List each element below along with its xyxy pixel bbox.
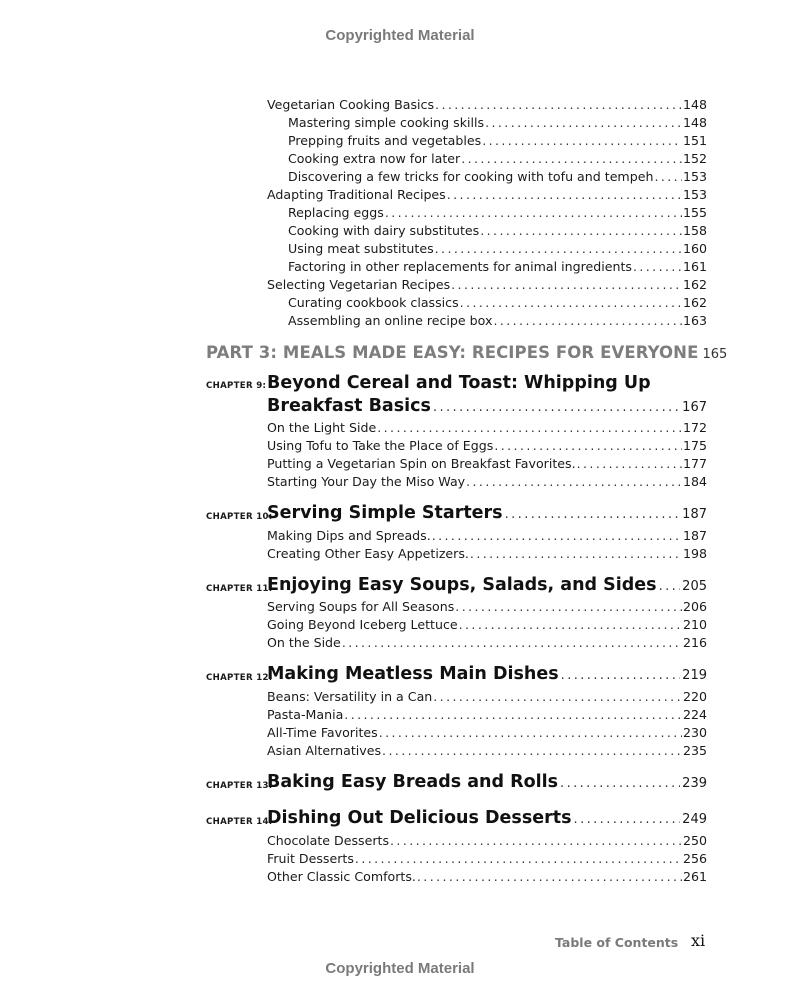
part-title: PART 3: MEALS MADE EASY: RECIPES FOR EVERYONE <box>206 343 699 362</box>
toc-entry[interactable] <box>267 186 707 204</box>
chapter-title-text: Baking Easy Breads and Rolls <box>267 772 559 792</box>
dot-leader <box>460 294 682 312</box>
dot-leader <box>385 204 682 222</box>
toc-entry[interactable] <box>267 634 707 652</box>
entry-page: 155 <box>682 205 707 220</box>
chapter-title-text: Breakfast Basics <box>267 396 431 416</box>
toc-entry[interactable] <box>288 240 707 258</box>
entry-page: 198 <box>682 546 707 561</box>
toc-entry[interactable] <box>267 598 707 616</box>
entry-page: 256 <box>682 851 707 866</box>
dot-leader <box>379 724 682 742</box>
entry-page: 250 <box>682 833 707 848</box>
dot-leader <box>485 114 682 132</box>
dot-leader <box>560 776 680 791</box>
entry-label: Factoring in other replacements for animal ingredients <box>288 259 632 274</box>
dot-leader <box>435 96 682 114</box>
entry-label: Selecting Vegetarian Recipes <box>267 277 451 292</box>
chapter-page: 249 <box>682 812 707 827</box>
dot-leader <box>574 812 681 827</box>
entry-page: 162 <box>682 277 707 292</box>
entry-page: 163 <box>682 313 707 328</box>
page-number: xi <box>691 931 706 950</box>
dot-leader <box>505 507 681 522</box>
dot-leader <box>435 240 682 258</box>
dot-leader <box>455 598 682 616</box>
dot-leader <box>433 688 682 706</box>
chapter-title[interactable] <box>267 503 707 523</box>
entry-label: Cooking extra now for later <box>288 151 461 166</box>
entry-page: 184 <box>682 474 707 489</box>
entry-label: Fruit Desserts <box>267 851 354 866</box>
toc-entry[interactable] <box>267 276 707 294</box>
dot-leader <box>494 437 682 455</box>
chapter-title-line1[interactable]: Beyond Cereal and Toast: Whipping Up <box>267 373 651 393</box>
dot-leader <box>561 668 681 683</box>
dot-leader <box>577 455 682 473</box>
entry-page: 148 <box>682 97 707 112</box>
toc-entry[interactable] <box>267 706 707 724</box>
dot-leader <box>480 222 682 240</box>
entry-page: 206 <box>682 599 707 614</box>
chapter-page: 167 <box>682 400 707 415</box>
toc-entry[interactable] <box>267 688 707 706</box>
chapter-title[interactable] <box>267 575 707 595</box>
entry-page: 161 <box>682 259 707 274</box>
entry-label: Discovering a few tricks for cooking with tofu and tempeh <box>288 169 654 184</box>
entry-label: Mastering simple cooking skills <box>288 115 485 130</box>
entry-page: 162 <box>682 295 707 310</box>
toc-entry[interactable] <box>267 455 707 473</box>
dot-leader <box>342 634 682 652</box>
entry-label: Adapting Traditional Recipes <box>267 187 446 202</box>
chapter-page: 187 <box>682 507 707 522</box>
dot-leader <box>447 186 682 204</box>
dot-leader <box>377 419 682 437</box>
toc-entry[interactable] <box>267 832 707 850</box>
toc-entry[interactable] <box>288 312 707 330</box>
chapter-title-text: Enjoying Easy Soups, Salads, and Sides <box>267 575 657 595</box>
dot-leader <box>382 742 682 760</box>
entry-page: 177 <box>682 456 707 471</box>
entry-page: 216 <box>682 635 707 650</box>
chapter-title[interactable] <box>267 664 707 684</box>
dot-leader <box>451 276 682 294</box>
toc-entry[interactable] <box>267 419 707 437</box>
dot-leader <box>659 579 681 594</box>
entry-label: Starting Your Day the Miso Way <box>267 474 466 489</box>
chapter-title-text: Making Meatless Main Dishes <box>267 664 559 684</box>
entry-page: 153 <box>682 169 707 184</box>
entry-label: Using Tofu to Take the Place of Eggs <box>267 438 494 453</box>
chapter-title-text: Serving Simple Starters <box>267 503 503 523</box>
toc-entry[interactable] <box>288 258 707 276</box>
toc-entry[interactable] <box>267 850 707 868</box>
toc-entry[interactable] <box>267 96 707 114</box>
chapter-title[interactable] <box>267 772 707 792</box>
toc-entry[interactable] <box>267 616 707 634</box>
chapter-tag: CHAPTER 9: <box>206 381 267 391</box>
toc-entry[interactable] <box>288 132 707 150</box>
entry-label: Beans: Versatility in a Can <box>267 689 433 704</box>
toc-entry[interactable] <box>267 545 707 563</box>
entry-label: Vegetarian Cooking Basics <box>267 97 435 112</box>
entry-label: Prepping fruits and vegetables <box>288 133 482 148</box>
entry-page: 172 <box>682 420 707 435</box>
entry-page: 160 <box>682 241 707 256</box>
toc-entry[interactable] <box>267 437 707 455</box>
part-heading[interactable] <box>206 343 728 362</box>
toc-entry[interactable] <box>288 168 707 186</box>
entry-page: 210 <box>682 617 707 632</box>
entry-label: On the Light Side <box>267 420 377 435</box>
entry-label: Making Dips and Spreads. <box>267 528 431 543</box>
toc-entry[interactable] <box>267 868 707 886</box>
entry-page: 148 <box>682 115 707 130</box>
dot-leader <box>355 850 682 868</box>
entry-label: Going Beyond Iceberg Lettuce <box>267 617 458 632</box>
chapter-title[interactable] <box>267 808 707 828</box>
entry-label: Using meat substitutes <box>288 241 434 256</box>
entry-label: Curating cookbook classics <box>288 295 459 310</box>
entry-label: Serving Soups for All Seasons <box>267 599 455 614</box>
dot-leader <box>470 545 682 563</box>
entry-label: Asian Alternatives <box>267 743 382 758</box>
part-page: 165 <box>702 347 728 362</box>
chapter-tag: CHAPTER 11: <box>206 584 273 594</box>
toc-entry[interactable] <box>267 473 707 491</box>
toc-entry[interactable] <box>267 742 707 760</box>
chapter-tag: CHAPTER 12: <box>206 673 273 683</box>
running-footer-label: Table of Contents <box>555 935 679 950</box>
watermark-bottom: Copyrighted Material <box>325 960 475 977</box>
toc-entry[interactable] <box>288 150 707 168</box>
chapter-tag: CHAPTER 13: <box>206 781 273 791</box>
entry-label: Cooking with dairy substitutes <box>288 223 480 238</box>
dot-leader <box>493 312 682 330</box>
chapter-page: 205 <box>682 579 707 594</box>
dot-leader <box>390 832 682 850</box>
entry-page: 158 <box>682 223 707 238</box>
entry-page: 151 <box>682 133 707 148</box>
entry-label: Replacing eggs <box>288 205 384 220</box>
entry-page: 175 <box>682 438 707 453</box>
dot-leader <box>466 473 682 491</box>
dot-leader <box>433 400 680 415</box>
entry-page: 220 <box>682 689 707 704</box>
dot-leader <box>344 706 682 724</box>
chapter-page: 219 <box>682 668 707 683</box>
entry-label: Creating Other Easy Appetizers. <box>267 546 469 561</box>
entry-label: On the Side <box>267 635 341 650</box>
watermark-top: Copyrighted Material <box>325 27 475 44</box>
dot-leader <box>432 527 682 545</box>
entry-label: All-Time Favorites <box>267 725 378 740</box>
dot-leader <box>633 258 682 276</box>
dot-leader <box>461 150 682 168</box>
toc-entry[interactable] <box>288 294 707 312</box>
toc-entry[interactable] <box>267 527 707 545</box>
toc-entry[interactable] <box>267 724 707 742</box>
toc-entry[interactable] <box>288 114 707 132</box>
entry-page: 261 <box>682 869 707 884</box>
entry-label: Other Classic Comforts. <box>267 869 416 884</box>
dot-leader <box>482 132 682 150</box>
dot-leader <box>459 616 682 634</box>
chapter-title-text: Dishing Out Delicious Desserts <box>267 808 572 828</box>
entry-page: 235 <box>682 743 707 758</box>
entry-page: 230 <box>682 725 707 740</box>
chapter-page: 239 <box>682 776 707 791</box>
chapter-title[interactable] <box>267 396 707 416</box>
chapter-tag: CHAPTER 14: <box>206 817 273 827</box>
entry-page: 153 <box>682 187 707 202</box>
entry-page: 187 <box>682 528 707 543</box>
entry-page: 152 <box>682 151 707 166</box>
toc-entry[interactable] <box>288 222 707 240</box>
dot-leader <box>654 168 682 186</box>
chapter-tag: CHAPTER 10: <box>206 512 273 522</box>
entry-label: Assembling an online recipe box <box>288 313 493 328</box>
toc-entry[interactable] <box>288 204 707 222</box>
entry-label: Pasta-Mania <box>267 707 344 722</box>
entry-label: Putting a Vegetarian Spin on Breakfast Favorites. <box>267 456 576 471</box>
entry-page: 224 <box>682 707 707 722</box>
entry-label: Chocolate Desserts <box>267 833 390 848</box>
dot-leader <box>417 868 682 886</box>
